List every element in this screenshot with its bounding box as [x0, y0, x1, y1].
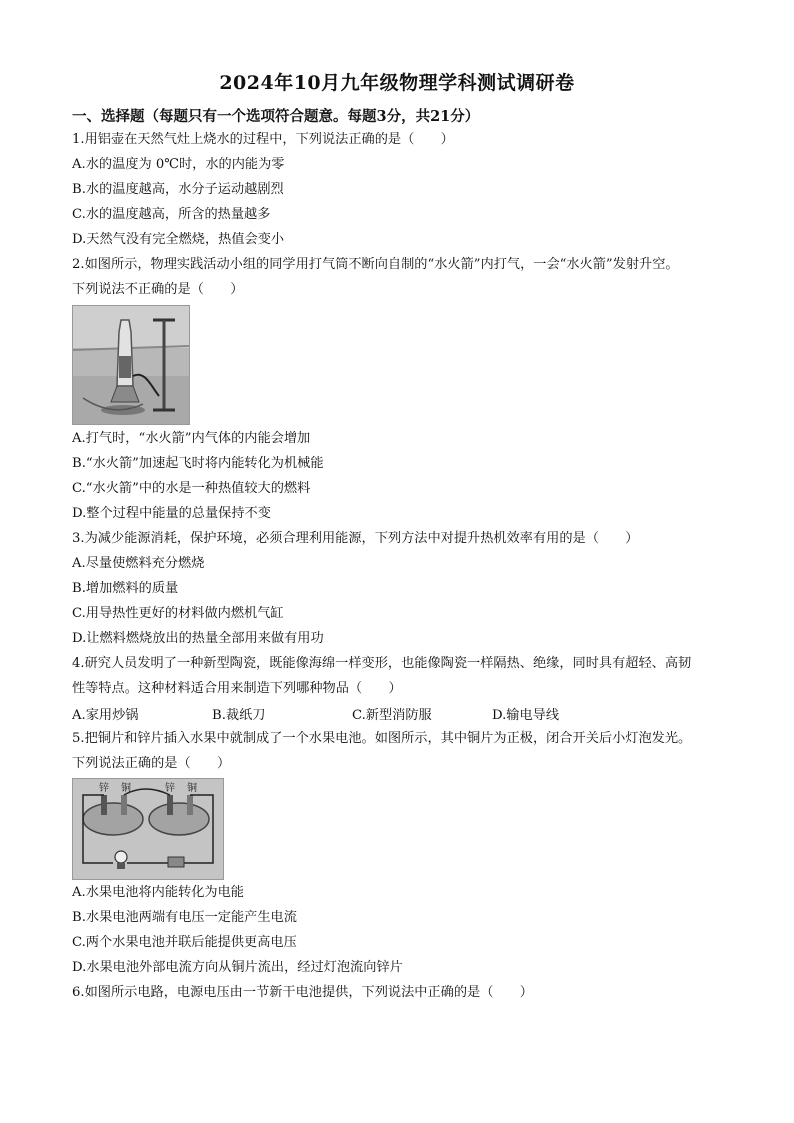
q1-option-b: B.水的温度越高，水分子运动越剧烈 — [72, 182, 284, 197]
q4-option-a: A.家用炒锅 — [72, 708, 139, 723]
q1-option-d: D.天然气没有完全燃烧，热值会变小 — [72, 232, 285, 247]
page-title: 2024年10月九年级物理学科测试调研卷 — [219, 72, 575, 94]
q2-option-d: D.整个过程中能量的总量保持不变 — [72, 506, 271, 521]
q4-stem-line2: 性等特点。这种材料适合用来制造下列哪种物品（ ） — [72, 681, 402, 696]
q2-stem-line2: 下列说法不正确的是（ ） — [72, 282, 244, 297]
q5-option-a: A.水果电池将内能转化为电能 — [72, 885, 244, 900]
q4-options-row — [72, 704, 732, 724]
label-zinc-1: 锌 — [99, 783, 109, 794]
q4-stem-line1: 4.研究人员发明了一种新型陶瓷，既能像海绵一样变形，也能像陶瓷一样隔热、绝缘，同时具有超轻、高韧 — [72, 656, 692, 671]
fruit-battery-illustration — [73, 779, 223, 879]
q4-option-b: B.裁纸刀 — [212, 708, 266, 723]
q3-option-a: A.尽量使燃料充分燃烧 — [72, 556, 205, 571]
q3-stem: 3.为减少能源消耗，保护环境，必须合理利用能源，下列方法中对提升热机效率有用的是（ ） — [72, 531, 639, 546]
fruit-battery-photo — [72, 778, 224, 880]
q2-option-c: C.“水火箭”中的水是一种热值较大的燃料 — [72, 481, 311, 496]
label-zinc-2: 锌 — [165, 783, 175, 794]
q6-stem: 6.如图所示电路，电源电压由一节新干电池提供，下列说法中正确的是（ ） — [72, 985, 533, 1000]
q2-option-b: B.“水火箭”加速起飞时将内能转化为机械能 — [72, 456, 324, 471]
q3-option-c: C.用导热性更好的材料做内燃机气缸 — [72, 606, 284, 621]
q1-option-a: A.水的温度为 0℃时，水的内能为零 — [72, 157, 285, 172]
section-heading: 一、选择题（每题只有一个选项符合题意。每题3分，共21分） — [72, 108, 480, 125]
water-rocket-illustration — [73, 306, 189, 424]
q3-option-b: B.增加燃料的质量 — [72, 581, 179, 596]
q4-option-c: C.新型消防服 — [352, 708, 432, 723]
q1-stem: 1.用铝壶在天然气灶上烧水的过程中，下列说法正确的是（ ） — [72, 132, 454, 147]
label-copper-2: 铜 — [187, 783, 197, 794]
q5-option-d: D.水果电池外部电流方向从铜片流出，经过灯泡流向锌片 — [72, 960, 403, 975]
q2-option-a: A.打气时，“水火箭”内气体的内能会增加 — [72, 431, 311, 446]
q5-stem-line1: 5.把铜片和锌片插入水果中就制成了一个水果电池。如图所示，其中铜片为正极，闭合开关后小灯泡发光。 — [72, 731, 692, 746]
q1-option-c: C.水的温度越高，所含的热量越多 — [72, 207, 271, 222]
water-rocket-photo — [72, 305, 190, 425]
q5-option-b: B.水果电池两端有电压一定能产生电流 — [72, 910, 297, 925]
q4-option-d: D.输电导线 — [492, 708, 560, 723]
q5-stem-line2: 下列说法正确的是（ ） — [72, 756, 231, 771]
q3-option-d: D.让燃料燃烧放出的热量全部用来做有用功 — [72, 631, 324, 646]
q2-stem-line1: 2.如图所示，物理实践活动小组的同学用打气筒不断向自制的“水火箭”内打气，一会“水火箭”发射升空。 — [72, 257, 679, 272]
q5-option-c: C.两个水果电池并联后能提供更高电压 — [72, 935, 297, 950]
label-copper-1: 铜 — [121, 783, 131, 794]
